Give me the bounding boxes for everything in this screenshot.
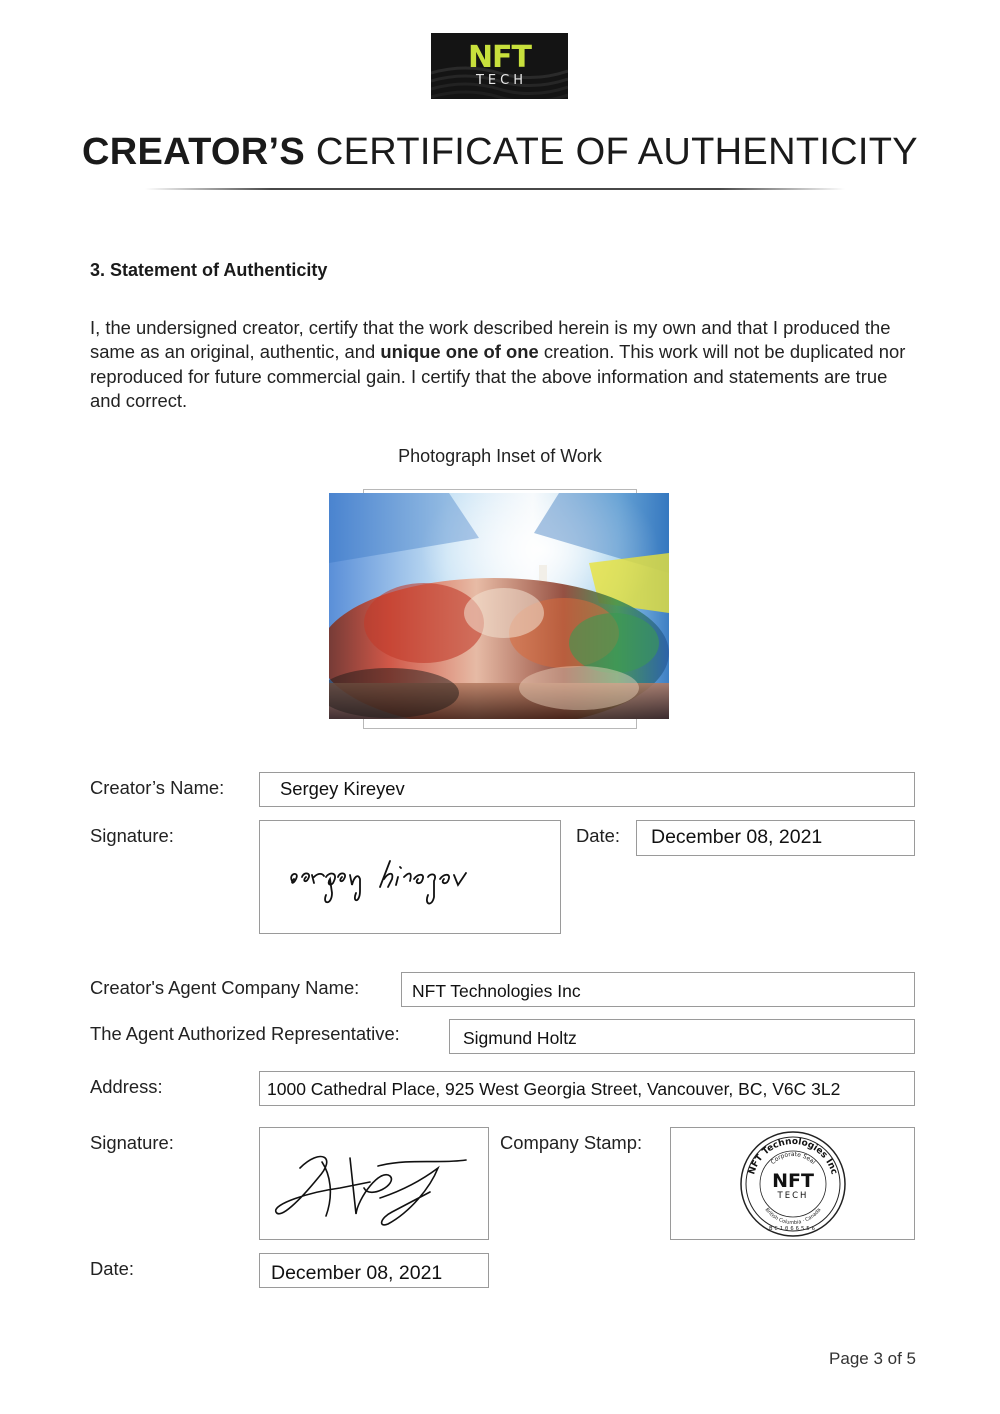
creator-date-field[interactable]: December 08, 2021 — [636, 820, 915, 856]
seal-sub-text: TECH — [777, 1191, 809, 1201]
statement-part-1: I, the undersigned creator, certify that the work described herein is my own and that I produced the same as an original, authentic, and — [90, 317, 891, 363]
section-heading: 3. Statement of Authenticity — [90, 260, 328, 280]
creator-signature-image — [260, 821, 560, 933]
corporate-seal-icon — [671, 1128, 914, 1239]
photo-caption: Photograph Inset of Work — [398, 446, 602, 466]
creator-name-field[interactable]: Sergey Kireyev — [259, 772, 915, 807]
statement-part-2: creation. This work will not be duplicated nor reproduced for future commercial gain. I certify that the above information and statements are true and correct. — [90, 341, 906, 411]
agent-date-field[interactable]: December 08, 2021 — [259, 1253, 489, 1288]
agent-company-field[interactable]: NFT Technologies Inc — [401, 972, 915, 1007]
certificate-title — [0, 128, 1000, 176]
creator-date-label: Date: — [576, 825, 620, 846]
agent-rep-field[interactable]: Sigmund Holtz — [449, 1019, 915, 1054]
statement-emphasis: unique one of one — [380, 341, 539, 363]
creator-signature-box[interactable] — [259, 820, 561, 934]
seal-number: BC1066556 — [769, 1226, 817, 1232]
title-bold-part: CREATOR’S — [82, 131, 306, 173]
creator-signature-label: Signature: — [90, 825, 174, 846]
seal-inner-arc: Corporate Seal — [769, 1150, 817, 1166]
seal-bottom-arc: British Columbia · Canada — [763, 1207, 823, 1227]
logo-sub-text: TECH — [475, 73, 527, 88]
seal-main-text: NFT — [772, 1170, 814, 1192]
title-divider — [145, 188, 845, 190]
address-field[interactable]: 1000 Cathedral Place, 925 West Georgia Street, Vancouver, BC, V6C 3L2 — [259, 1071, 915, 1106]
title-rest: CERTIFICATE OF AUTHENTICITY — [305, 131, 918, 173]
agent-rep-label: The Agent Authorized Representative: — [90, 1023, 400, 1044]
page-number: Page 3 of 5 — [829, 1349, 916, 1368]
company-stamp-label: Company Stamp: — [500, 1132, 643, 1153]
agent-signature-label: Signature: — [90, 1132, 174, 1153]
agent-date-label: Date: — [90, 1258, 134, 1279]
company-stamp-box[interactable] — [670, 1127, 915, 1240]
statement-paragraph — [90, 316, 920, 413]
agent-signature-image — [260, 1128, 488, 1239]
agent-signature-box[interactable] — [259, 1127, 489, 1240]
svg-text:Corporate Seal — [770, 1151, 817, 1166]
creator-name-label: Creator’s Name: — [90, 777, 225, 798]
logo-main-text: NFT — [467, 40, 532, 75]
nft-tech-logo — [431, 33, 568, 99]
address-label: Address: — [90, 1076, 163, 1097]
seal-top-arc: NFT Technologies Inc — [747, 1136, 839, 1176]
agent-company-label: Creator's Agent Company Name: — [90, 977, 360, 998]
artwork-photo — [329, 493, 669, 719]
